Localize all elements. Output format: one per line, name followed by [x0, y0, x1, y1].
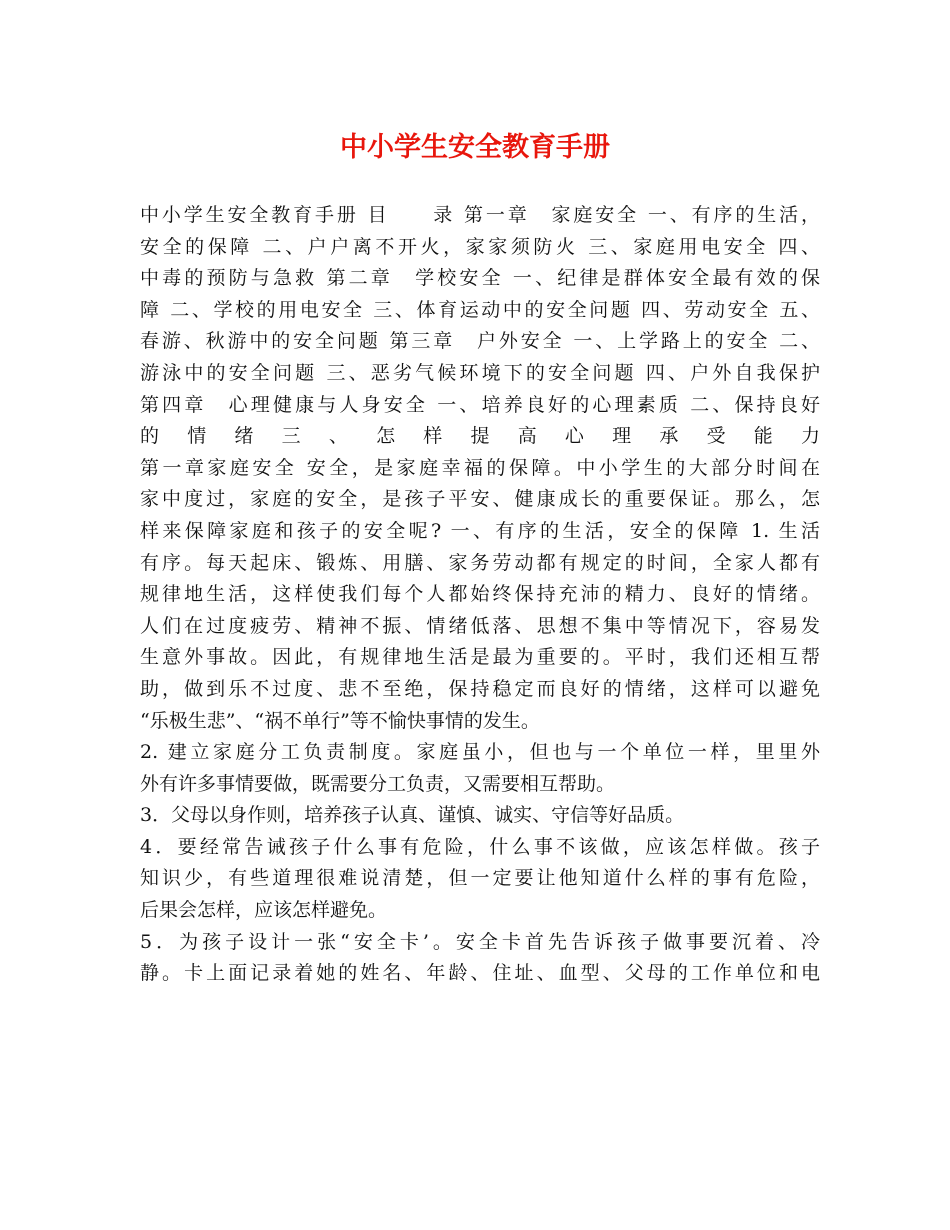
text-line: 的 情 绪 三 、 怎 样 提 高 心 理 承 受 能 力 — [140, 425, 820, 448]
text-line: 5．为孩子设计一张“安全卡’。安全卡首先告诉孩子做事要沉着、冷 — [140, 930, 820, 953]
text-line: 游泳中的安全问题 三、恶劣气候环境下的安全问题 四、户外自我保护 — [140, 361, 820, 384]
text-line: 后果会怎样，应该怎样避免。 — [140, 899, 388, 922]
text-line: 3．父母以身作则，培养孩子认真、谨慎、诚实、守信等好品质。 — [140, 804, 685, 827]
text-line: 家中度过，家庭的安全，是孩子平安、健康成长的重要保证。那么，怎 — [140, 488, 820, 511]
text-line: 样来保障家庭和孩子的安全呢? 一、有序的生活，安全的保障 1. 生活 — [140, 519, 820, 542]
document-title: 中小学生安全教育手册 — [340, 132, 610, 163]
text-line: 静。卡上面记录着她的姓名、年龄、住址、血型、父母的工作单位和电 — [140, 962, 820, 985]
text-line: 人们在过度疲劳、精神不振、情绪低落、思想不集中等情况下，容易发 — [140, 614, 820, 637]
text-line: 知识少，有些道理很难说清楚，但一定要让他知道什么样的事有危险， — [140, 867, 820, 890]
text-line: 外有许多事情要做，既需要分工负责，又需要相互帮助。 — [140, 772, 616, 795]
text-line: 第四章 心理健康与人身安全 一、培养良好的心理素质 二、保持良好 — [140, 393, 820, 416]
text-line: 助，做到乐不过度、悲不至绝，保持稳定而良好的情绪，这样可以避免 — [140, 677, 820, 700]
text-line: 4．要经常告诫孩子什么事有危险，什么事不该做，应该怎样做。孩子 — [140, 835, 820, 858]
text-line: 中小学生安全教育手册 目 录 第一章 家庭安全 一、有序的生活， — [140, 204, 820, 226]
text-line: 安全的保障 二、户户离不开火，家家须防火 三、家庭用电安全 四、 — [140, 235, 820, 258]
text-line: 生意外事故。因此，有规律地生活是最为重要的。平时，我们还相互帮 — [140, 646, 820, 669]
text-line: 有序。每天起床、锻炼、用膳、家务劳动都有规定的时间，全家人都有 — [140, 551, 820, 574]
text-line: 2. 建立家庭分工负责制度。家庭虽小，但也与一个单位一样，里里外 — [140, 741, 820, 764]
text-line: 规律地生活，这样使我们每个人都始终保持充沛的精力、良好的情绪。 — [140, 583, 820, 606]
text-line: 中毒的预防与急救 第二章 学校安全 一、纪律是群体安全最有效的保 — [140, 267, 820, 290]
text-line: 第一章家庭安全 安全，是家庭幸福的保障。中小学生的大部分时间在 — [140, 456, 820, 479]
text-line: “乐极生悲”、“祸不单行”等不愉快事情的发生。 — [140, 709, 540, 732]
text-line: 障 二、学校的用电安全 三、体育运动中的安全问题 四、劳动安全 五、 — [140, 298, 820, 321]
text-line: 春游、秋游中的安全问题 第三章 户外安全 一、上学路上的安全 二、 — [140, 330, 820, 353]
document-body — [140, 200, 820, 990]
